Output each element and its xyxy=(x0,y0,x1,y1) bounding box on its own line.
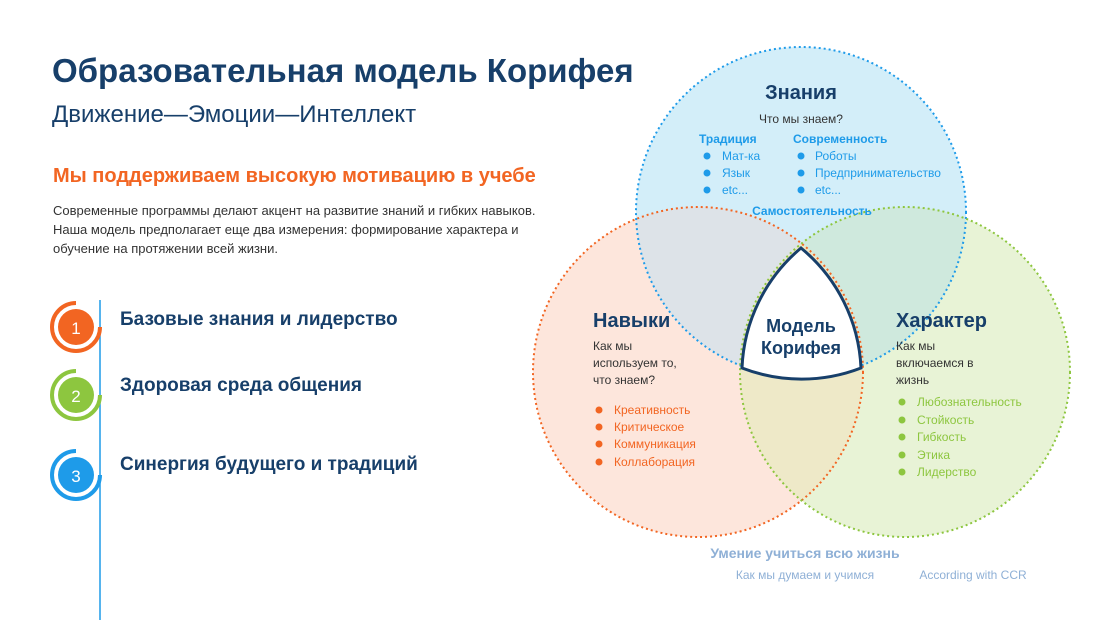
bullet-dot xyxy=(596,407,603,414)
knowledge-question: Что мы знаем? xyxy=(759,112,843,126)
character-item: Любознательность xyxy=(917,395,1022,409)
modernity-item: Предпринимательство xyxy=(815,166,941,180)
tradition-item: Язык xyxy=(722,166,751,180)
step-number: 1 xyxy=(71,319,81,338)
tradition-item: Мат-ка xyxy=(722,149,761,163)
paragraph-line: обучение на протяжении всей жизни. xyxy=(53,241,278,256)
bullet-dot xyxy=(704,187,711,194)
source-credit: According with CCR xyxy=(919,568,1027,582)
bullet-dot xyxy=(798,153,805,160)
lifelong-title: Умение учиться всю жизнь xyxy=(710,545,900,561)
knowledge-title: Знания xyxy=(765,82,837,104)
character-item: Этика xyxy=(917,448,951,462)
paragraph-line: Современные программы делают акцент на развитие знаний и гибких навыков. xyxy=(53,203,536,218)
character-item: Лидерство xyxy=(917,465,977,479)
step-number: 3 xyxy=(71,467,81,486)
step-label-1: Базовые знания и лидерство xyxy=(120,309,398,330)
step-label-2: Здоровая среда общения xyxy=(120,375,362,396)
skills-item: Коллаборация xyxy=(614,455,696,469)
skills-question-line: что знаем? xyxy=(593,373,656,387)
skills-title: Навыки xyxy=(593,310,671,332)
bullet-dot xyxy=(899,417,906,424)
center-label-line2: Корифея xyxy=(760,338,842,358)
motivation-headline: Мы поддерживаем высокую мотивацию в учебе xyxy=(53,165,536,187)
bullet-dot xyxy=(596,424,603,431)
modernity-item: etc... xyxy=(815,183,842,197)
bullet-dot xyxy=(596,459,603,466)
skills-question-line: используем то, xyxy=(593,356,677,370)
character-question-line: жизнь xyxy=(896,373,930,387)
character-item: Стойкость xyxy=(917,413,975,427)
bullet-dot xyxy=(899,399,906,406)
step-number: 2 xyxy=(71,387,81,406)
page-subtitle: Движение—Эмоции—Интеллект xyxy=(52,101,417,128)
bullet-dot xyxy=(798,187,805,194)
skills-item: Коммуникация xyxy=(614,437,696,451)
bullet-dot xyxy=(596,441,603,448)
bullet-dot xyxy=(899,469,906,476)
bullet-dot xyxy=(704,170,711,177)
independence-label: Самостоятельность xyxy=(752,204,872,218)
bullet-dot xyxy=(899,434,906,441)
center-label-line1: Модель xyxy=(766,316,836,336)
paragraph-line: Наша модель предполагает еще два измерения: формирование характера и xyxy=(53,222,519,237)
skills-item: Критическое xyxy=(614,420,685,434)
bullet-dot xyxy=(704,153,711,160)
page-title: Образовательная модель Корифея xyxy=(52,52,634,89)
skills-question-line: Как мы xyxy=(593,339,633,353)
lifelong-subtitle: Как мы думаем и учимся xyxy=(735,568,875,582)
skills-item: Креативность xyxy=(614,403,691,417)
modernity-item: Роботы xyxy=(815,149,857,163)
character-question-line: включаемся в xyxy=(896,356,974,370)
modernity-title: Современность xyxy=(793,132,888,146)
tradition-item: etc... xyxy=(722,183,749,197)
character-title: Характер xyxy=(896,310,987,332)
character-question-line: Как мы xyxy=(896,339,936,353)
bullet-dot xyxy=(899,452,906,459)
character-item: Гибкость xyxy=(917,430,967,444)
bullet-dot xyxy=(798,170,805,177)
tradition-title: Традиция xyxy=(699,132,757,146)
step-label-3: Синергия будущего и традиций xyxy=(120,454,418,475)
